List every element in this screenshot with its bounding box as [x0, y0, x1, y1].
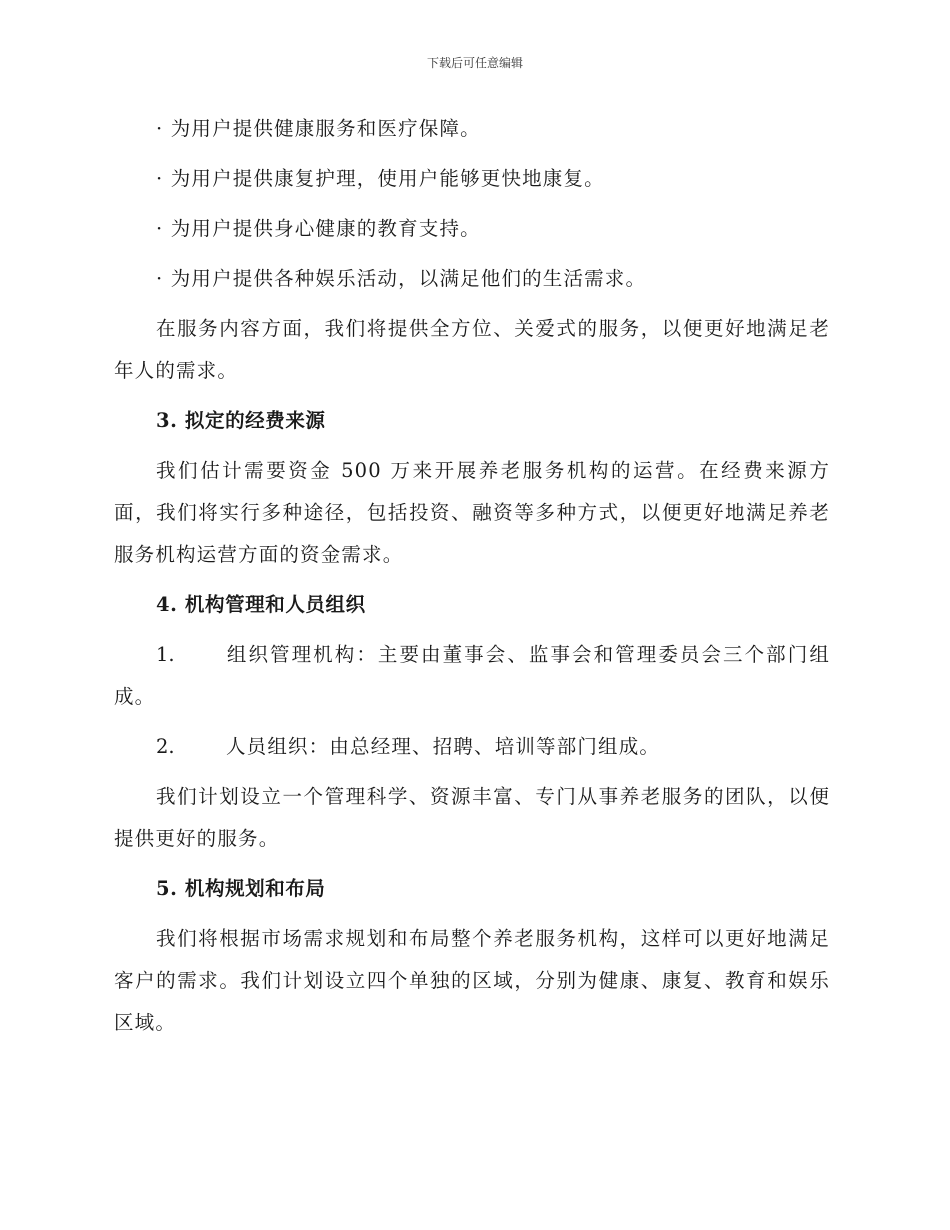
section-3-paragraph: 我们估计需要资金 500 万来开展养老服务机构的运营。在经费来源方面，我们将实行多种途径，包括投资、融资等多种方式，以便更好地满足养老服务机构运营方面的资金需求。: [114, 459, 830, 566]
header-note: 下载后可任意编辑: [426, 56, 523, 70]
numbered-item: [114, 634, 830, 718]
item-number: 1.: [156, 643, 175, 666]
document-body: [114, 108, 830, 1052]
item-text: 人员组织：由总经理、招聘、培训等部门组成。: [226, 735, 661, 758]
section-5-heading: 5. 机构规划和布局: [156, 877, 326, 900]
item-number: 2.: [156, 735, 175, 758]
bullet-item: · 为用户提供身心健康的教育支持。: [156, 217, 481, 240]
service-paragraph: 在服务内容方面，我们将提供全方位、关爱式的服务，以便更好地满足老年人的需求。: [114, 317, 830, 382]
section-4-heading: 4. 机构管理和人员组织: [156, 593, 366, 616]
section-5-paragraph: 我们将根据市场需求规划和布局整个养老服务机构，这样可以更好地满足客户的需求。我们计划设立四个单独的区域，分别为健康、康复、教育和娱乐区域。: [114, 927, 830, 1034]
numbered-item: [114, 726, 830, 768]
bullet-item: · 为用户提供康复护理，使用户能够更快地康复。: [156, 167, 605, 190]
section-3-heading: 3. 拟定的经费来源: [156, 409, 326, 432]
section-4-paragraph: 我们计划设立一个管理科学、资源丰富、专门从事养老服务的团队，以便提供更好的服务。: [114, 785, 830, 850]
item-text: 组织管理机构：主要由董事会、监事会和管理委员会三个部门组成。: [114, 643, 830, 708]
bullet-item: · 为用户提供健康服务和医疗保障。: [156, 117, 481, 140]
bullet-item: · 为用户提供各种娱乐活动，以满足他们的生活需求。: [156, 267, 647, 290]
